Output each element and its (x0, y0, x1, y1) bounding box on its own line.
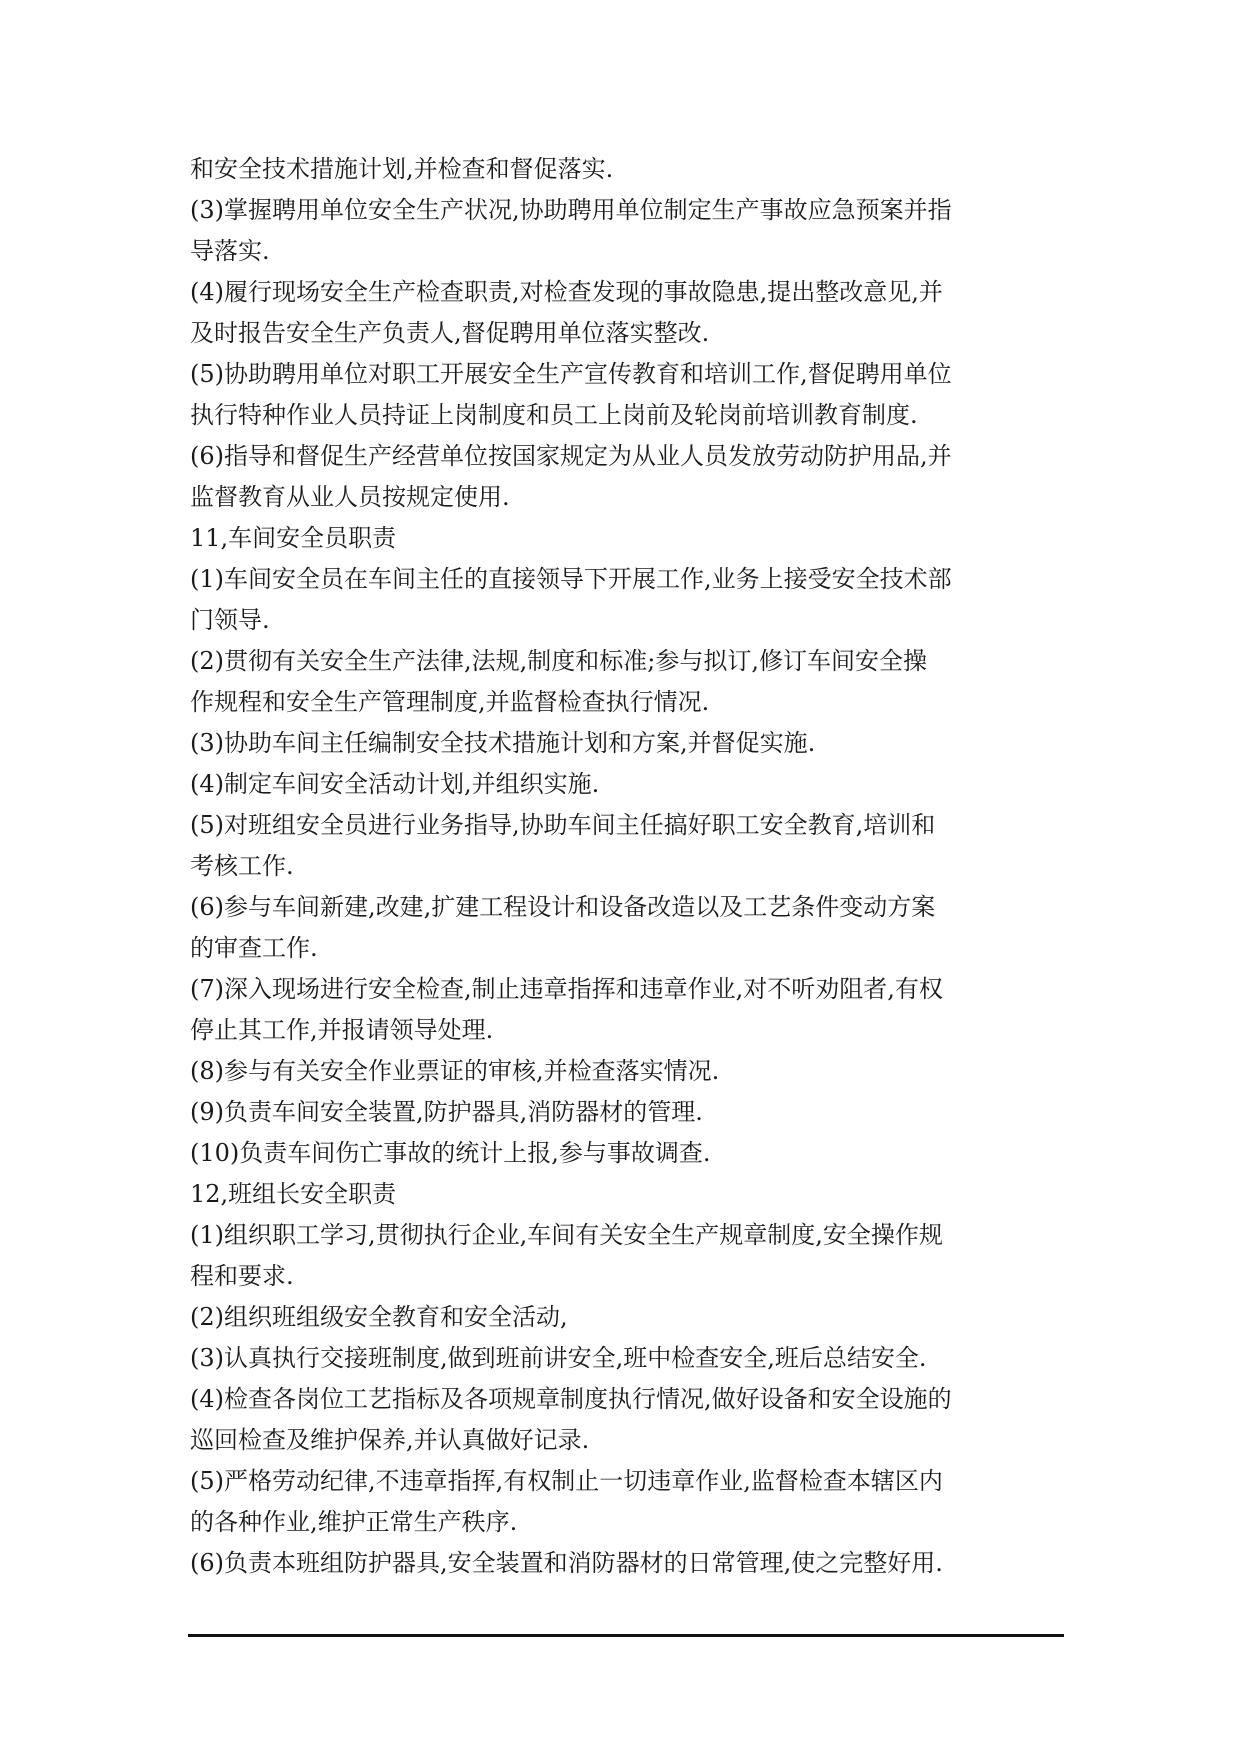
text-line: 执行特种作业人员持证上岗制度和员工上岗前及轮岗前培训教育制度. (190, 401, 918, 429)
text-line: 及时报告安全生产负责人,督促聘用单位落实整改. (190, 319, 710, 347)
section-heading: 12,班组长安全职责 (190, 1180, 397, 1208)
section-heading: 11,车间安全员职责 (190, 524, 397, 552)
text-line: 程和要求. (190, 1262, 294, 1290)
text-line: 和安全技术措施计划,并检查和督促落实. (190, 155, 614, 183)
text-line: 门领导. (190, 606, 270, 634)
text-line: (5)对班组安全员进行业务指导,协助车间主任搞好职工安全教育,培训和 (190, 811, 936, 839)
text-line: 导落实. (190, 237, 270, 265)
footer-rule (188, 1634, 1064, 1637)
text-line: (6)指导和督促生产经营单位按国家规定为从业人员发放劳动防护用品,并 (190, 442, 952, 470)
text-line: (4)履行现场安全生产检查职责,对检查发现的事故隐患,提出整改意见,并 (190, 278, 943, 306)
text-line: (4)制定车间安全活动计划,并组织实施. (190, 770, 600, 798)
document-body (190, 149, 1060, 1584)
text-line: (1)组织职工学习,贯彻执行企业,车间有关安全生产规章制度,安全操作规 (190, 1221, 943, 1249)
text-line: 的各种作业,维护正常生产秩序. (190, 1508, 518, 1536)
text-line: 监督教育从业人员按规定使用. (190, 483, 510, 511)
text-line: (9)负责车间安全装置,防护器具,消防器材的管理. (190, 1098, 703, 1126)
text-line: (1)车间安全员在车间主任的直接领导下开展工作,业务上接受安全技术部 (190, 565, 952, 593)
text-line: 考核工作. (190, 852, 294, 880)
text-line: (3)掌握聘用单位安全生产状况,协助聘用单位制定生产事故应急预案并指 (190, 196, 952, 224)
text-line: (3)认真执行交接班制度,做到班前讲安全,班中检查安全,班后总结安全. (190, 1344, 927, 1372)
text-line: (2)组织班组级安全教育和安全活动, (190, 1303, 568, 1331)
text-line: 停止其工作,并报请领导处理. (190, 1016, 494, 1044)
text-line: 巡回检查及维护保养,并认真做好记录. (190, 1426, 590, 1454)
text-line: (2)贯彻有关安全生产法律,法规,制度和标准;参与拟订,修订车间安全操 (190, 647, 927, 675)
text-line: (6)负责本班组防护器具,安全装置和消防器材的日常管理,使之完整好用. (190, 1549, 943, 1577)
text-line: (3)协助车间主任编制安全技术措施计划和方案,并督促实施. (190, 729, 816, 757)
text-line: (5)严格劳动纪律,不违章指挥,有权制止一切违章作业,监督检查本辖区内 (190, 1467, 943, 1495)
text-line: (6)参与车间新建,改建,扩建工程设计和设备改造以及工艺条件变动方案 (190, 893, 936, 921)
text-line: (4)检查各岗位工艺指标及各项规章制度执行情况,做好设备和安全设施的 (190, 1385, 952, 1413)
text-line: (7)深入现场进行安全检查,制止违章指挥和违章作业,对不听劝阻者,有权 (190, 975, 943, 1003)
text-line: 作规程和安全生产管理制度,并监督检查执行情况. (190, 688, 710, 716)
text-line: (5)协助聘用单位对职工开展安全生产宣传教育和培训工作,督促聘用单位 (190, 360, 952, 388)
text-line: 的审查工作. (190, 934, 318, 962)
text-line: (10)负责车间伤亡事故的统计上报,参与事故调查. (190, 1139, 711, 1167)
text-line: (8)参与有关安全作业票证的审核,并检查落实情况. (190, 1057, 720, 1085)
